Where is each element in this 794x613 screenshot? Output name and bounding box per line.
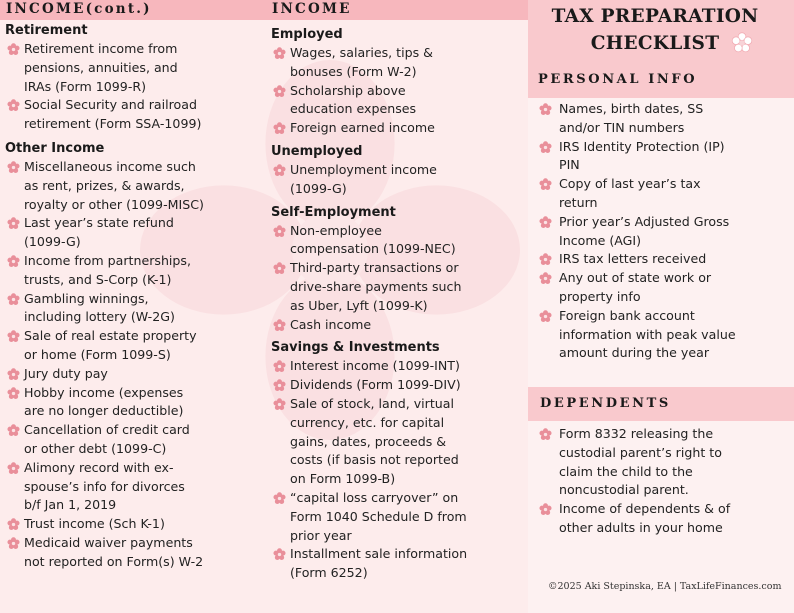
flower-bullet-icon: [273, 262, 286, 275]
list-item: [537, 307, 789, 363]
list-item: [5, 365, 261, 384]
list-item: [5, 421, 261, 459]
page-title-line-2: CHECKLIST: [590, 33, 720, 54]
income-cont-header: INCOME(cont.): [0, 0, 266, 20]
flower-bullet-icon: [7, 387, 20, 400]
list-item-text: Sale of stock, land, virtual: [290, 395, 454, 411]
flower-bullet-icon: [539, 503, 552, 516]
list-item-text: gains, dates, proceeds &: [290, 433, 447, 449]
list-item-text: Names, birth dates, SS: [559, 101, 704, 116]
section-title: Unemployed: [271, 143, 363, 159]
flower-bullet-icon: [7, 368, 20, 381]
flower-bullet-icon: [539, 253, 552, 266]
list-item-text: Gambling winnings,: [24, 290, 149, 306]
flower-bullet-icon: [539, 216, 552, 229]
list-item: [537, 138, 789, 176]
list-item: [271, 222, 526, 260]
checklist-items: [5, 40, 261, 134]
list-item-text: Last year’s state refund: [24, 215, 174, 231]
list-item-text: drive-share payments such: [290, 278, 462, 294]
list-item-text: Prior year’s Adjusted Gross: [559, 213, 730, 229]
list-item: [537, 425, 789, 500]
list-item-text: IRS Identity Protection (IP): [559, 138, 725, 154]
list-item-text: and/or TIN numbers: [559, 119, 685, 135]
flower-bullet-icon: [7, 462, 20, 475]
section-title: Savings & Investments: [271, 340, 440, 356]
list-item-text: Sale of real estate property: [24, 328, 197, 344]
list-item-text: “capital loss carryover” on: [290, 489, 459, 505]
section-title: Self-Employment: [271, 204, 396, 220]
list-item-text: Non-employee: [290, 222, 382, 238]
list-item-text: Medicaid waiver payments: [24, 534, 193, 550]
list-item-text: compensation (1099-NEC): [290, 241, 456, 257]
list-item-text: Trust income (Sch K-1): [24, 516, 165, 532]
list-item-text: Any out of state work or: [559, 270, 712, 286]
section-title: Other Income: [5, 140, 105, 156]
list-item: [5, 40, 261, 96]
list-item-text: Cancellation of credit card: [24, 422, 190, 438]
list-item-text: (Form 6252): [290, 565, 368, 581]
flower-icon: [731, 32, 753, 54]
list-item-text: Income of dependents & of: [559, 501, 731, 517]
left-column: [5, 22, 261, 572]
list-item-text: (1099-G): [24, 234, 81, 250]
list-item-text: Hobby income (expenses: [24, 384, 184, 400]
flower-bullet-icon: [7, 330, 20, 343]
list-item-text: royalty or other (1099-MISC): [24, 196, 204, 212]
list-item: [5, 158, 261, 214]
list-item-text: IRAs (Form 1099-R): [24, 78, 147, 94]
flower-bullet-icon: [273, 548, 286, 561]
flower-bullet-icon: [273, 360, 286, 373]
list-item-text: Dividends (Form 1099-DIV): [290, 377, 461, 393]
flower-bullet-icon: [273, 47, 286, 60]
list-item-text: as Uber, Lyft (1099-K): [290, 297, 428, 313]
list-item-text: education expenses: [290, 101, 417, 117]
list-item: [5, 96, 261, 134]
list-item-text: bonuses (Form W-2): [290, 63, 417, 79]
list-item-text: Foreign earned income: [290, 120, 435, 136]
list-item-text: claim the child to the: [559, 463, 693, 479]
flower-bullet-icon: [7, 293, 20, 306]
list-item-text: Scholarship above: [290, 82, 406, 98]
list-item: [537, 500, 789, 538]
list-item: [271, 545, 526, 583]
flower-bullet-icon: [539, 178, 552, 191]
flower-bullet-icon: [7, 161, 20, 174]
list-item-text: Income (AGI): [559, 232, 642, 248]
list-item-text: other adults in your home: [559, 519, 723, 535]
flower-bullet-icon: [539, 103, 552, 116]
list-item-text: currency, etc. for capital: [290, 414, 445, 430]
list-item-text: Alimony record with ex-: [24, 459, 174, 475]
checklist-items: [271, 161, 526, 199]
list-item-text: spouse’s info for divorces: [24, 478, 185, 494]
list-item: [271, 316, 526, 335]
income-header: INCOME: [266, 0, 528, 20]
list-item-text: Installment sale information: [290, 546, 468, 562]
section-title: Employed: [271, 27, 343, 42]
list-item: [271, 376, 526, 395]
flower-bullet-icon: [539, 272, 552, 285]
list-item-text: Jury duty pay: [24, 365, 108, 381]
dependents-list: [537, 425, 789, 538]
list-item-text: b/f Jan 1, 2019: [24, 497, 117, 513]
list-item-text: Foreign bank account: [559, 307, 695, 323]
list-item-text: on Form 1099-B): [290, 471, 396, 487]
flower-bullet-icon: [539, 310, 552, 323]
list-item: [5, 384, 261, 422]
list-item-text: trusts, and S-Corp (K-1): [24, 271, 172, 287]
list-item-text: or home (Form 1099-S): [24, 346, 171, 362]
list-item: [271, 119, 526, 138]
list-item-text: Social Security and railroad: [24, 97, 197, 113]
flower-bullet-icon: [7, 99, 20, 112]
checklist-items: [271, 222, 526, 335]
list-item: [5, 459, 261, 515]
flower-bullet-icon: [273, 225, 286, 238]
list-item-text: including lottery (W-2G): [24, 309, 175, 325]
list-item: [271, 357, 526, 376]
list-item-text: Third-party transactions or: [290, 260, 459, 276]
flower-bullet-icon: [7, 537, 20, 550]
personal-info-list: [537, 100, 789, 363]
list-item-text: costs (if basis not reported: [290, 452, 459, 468]
list-item: [271, 259, 526, 315]
flower-bullet-icon: [7, 217, 20, 230]
list-item-text: Miscellaneous income such: [24, 158, 196, 174]
list-item: [271, 44, 526, 82]
flower-bullet-icon: [273, 122, 286, 135]
flower-bullet-icon: [7, 255, 20, 268]
flower-bullet-icon: [7, 518, 20, 531]
list-item-text: not reported on Form(s) W-2: [24, 553, 204, 569]
list-item-text: Form 8332 releasing the: [559, 426, 714, 441]
list-item: [5, 515, 261, 534]
flower-bullet-icon: [539, 141, 552, 154]
checklist-items: [271, 44, 526, 138]
list-item: [5, 327, 261, 365]
flower-bullet-icon: [7, 43, 20, 56]
list-item-text: Unemployment income: [290, 161, 437, 177]
list-item: [5, 252, 261, 290]
list-item: [537, 175, 789, 213]
list-item: [271, 161, 526, 199]
list-item-text: PIN: [559, 157, 580, 173]
list-item: [537, 250, 789, 269]
flower-bullet-icon: [273, 85, 286, 98]
list-item-text: pensions, annuities, and: [24, 59, 178, 75]
list-item-text: prior year: [290, 527, 352, 543]
flower-bullet-icon: [273, 492, 286, 505]
list-item-text: amount during the year: [559, 345, 709, 361]
list-item-text: property info: [559, 288, 641, 304]
flower-bullet-icon: [273, 164, 286, 177]
middle-column: [271, 26, 526, 583]
personal-info-header: PERSONAL INFO: [538, 72, 698, 87]
list-item: [5, 290, 261, 328]
list-item-text: as rent, prizes, & awards,: [24, 177, 185, 193]
list-item-text: custodial parent’s right to: [559, 444, 722, 460]
list-item: [271, 489, 526, 545]
flower-bullet-icon: [539, 428, 552, 441]
list-item-text: or other debt (1099-C): [24, 440, 167, 456]
section-title: Retirement: [5, 23, 88, 38]
checklist-items: [5, 158, 261, 572]
list-item-text: Copy of last year’s tax: [559, 176, 701, 192]
checklist-items: [537, 425, 789, 538]
list-item-text: Cash income: [290, 316, 372, 332]
page-title-line-1: TAX PREPARATION: [551, 6, 759, 27]
list-item-text: are no longer deductible): [24, 403, 184, 419]
list-item: [537, 269, 789, 307]
flower-bullet-icon: [273, 319, 286, 332]
list-item: [537, 213, 789, 251]
list-item-text: Retirement income from: [24, 41, 178, 56]
flower-bullet-icon: [273, 398, 286, 411]
list-item-text: noncustodial parent.: [559, 482, 689, 498]
list-item: [5, 534, 261, 572]
list-item: [537, 100, 789, 138]
dependents-header: DEPENDENTS: [540, 396, 671, 411]
list-item-text: Income from partnerships,: [24, 252, 191, 268]
flower-bullet-icon: [7, 424, 20, 437]
list-item-text: return: [559, 194, 598, 210]
copyright-text: ©2025 Aki Stepinska, EA | TaxLifeFinances.com: [548, 581, 782, 592]
checklist-items: [537, 100, 789, 363]
list-item-text: Form 1040 Schedule D from: [290, 508, 467, 524]
list-item-text: information with peak value: [559, 326, 736, 342]
list-item-text: Wages, salaries, tips &: [290, 45, 433, 60]
list-item-text: retirement (Form SSA-1099): [24, 116, 202, 132]
list-item-text: IRS tax letters received: [559, 251, 707, 267]
flower-bullet-icon: [273, 379, 286, 392]
checklist-items: [271, 357, 526, 583]
list-item: [271, 395, 526, 489]
list-item-text: Interest income (1099-INT): [290, 358, 460, 374]
list-item: [271, 82, 526, 120]
list-item: [5, 214, 261, 252]
list-item-text: (1099-G): [290, 180, 347, 196]
